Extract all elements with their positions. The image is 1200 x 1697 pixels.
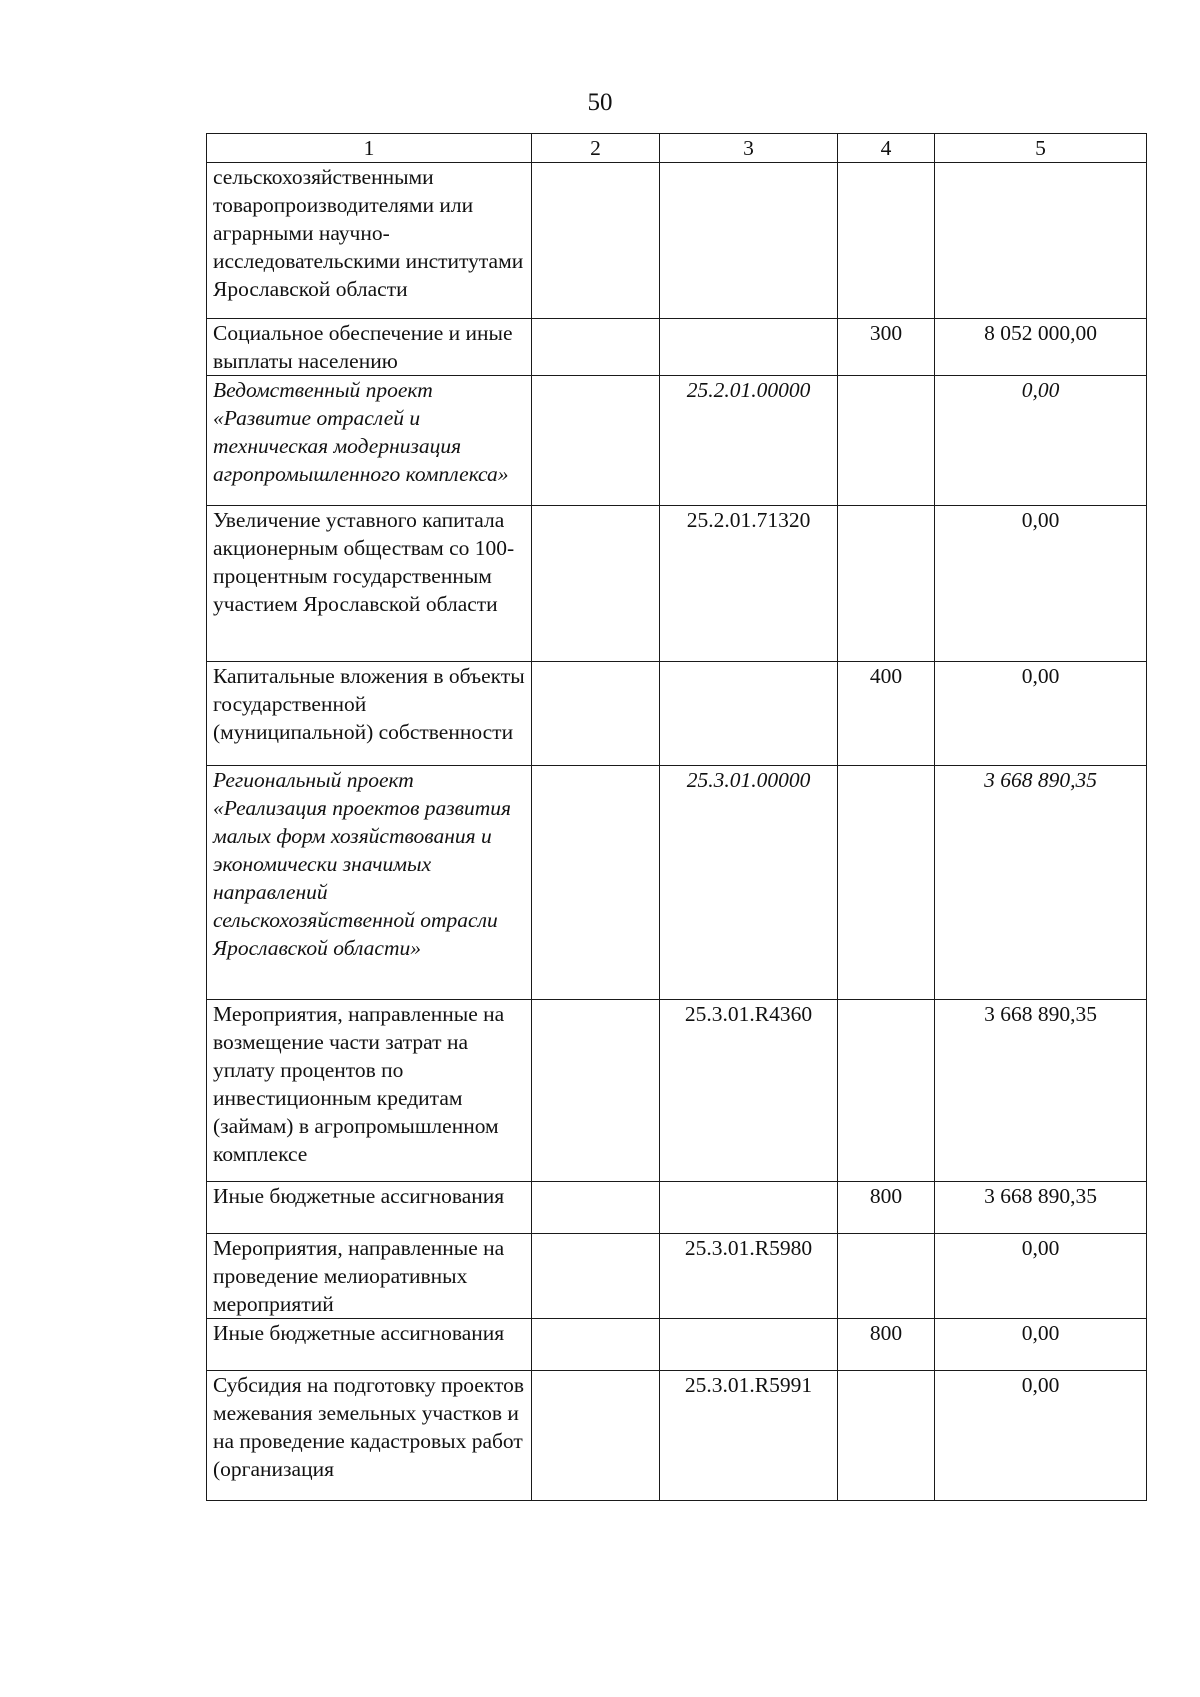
column-2-cell [532,506,660,662]
header-col-2: 2 [532,134,660,163]
column-2-cell [532,766,660,1000]
header-col-4: 4 [838,134,935,163]
expense-type-cell: 800 [838,1319,935,1371]
column-2-cell [532,376,660,506]
table-row [207,766,1147,1000]
column-2-cell [532,1371,660,1501]
expense-type-cell: 800 [838,1182,935,1234]
table-row [207,163,1147,319]
table-row [207,1371,1147,1501]
item-name-cell: Субсидия на подготовку проектов межевания земельных участков и на проведение кадастровых работ (организация [207,1371,532,1501]
column-2-cell [532,1319,660,1371]
header-row [207,134,1147,163]
item-name-cell: Ведомственный проект «Развитие отраслей и техническая модернизация агропромышленного комплекса» [207,376,532,506]
amount-cell: 3 668 890,35 [935,1000,1147,1182]
table-row [207,376,1147,506]
column-2-cell [532,319,660,376]
page-number: 50 [587,89,613,116]
amount-cell: 0,00 [935,1371,1147,1501]
item-name-cell: Иные бюджетные ассигнования [207,1182,532,1234]
table-row [207,506,1147,662]
amount-cell: 3 668 890,35 [935,1182,1147,1234]
expense-type-cell [838,1234,935,1319]
amount-cell [935,163,1147,319]
table-row [207,1234,1147,1319]
amount-cell: 0,00 [935,1319,1147,1371]
table-row [207,319,1147,376]
item-name-cell: Региональный проект «Реализация проектов развития малых форм хозяйствования и экономически значимых направлений сельскохозяйственной отрасли Ярославской области» [207,766,532,1000]
table-header [207,134,1147,163]
expense-type-cell [838,1371,935,1501]
item-name-cell: Увеличение уставного капитала акционерным обществам со 100-процентным государственным участием Ярославской области [207,506,532,662]
item-name-cell: Мероприятия, направленные на возмещение части затрат на уплату процентов по инвестиционным кредитам (займам) в агропромышленном комплексе [207,1000,532,1182]
item-name-cell: Капитальные вложения в объекты государственной (муниципальной) собственности [207,662,532,766]
item-name-cell: Социальное обеспечение и иные выплаты населению [207,319,532,376]
amount-cell: 0,00 [935,1234,1147,1319]
column-2-cell [532,1234,660,1319]
item-name-cell: Мероприятия, направленные на проведение мелиоративных мероприятий [207,1234,532,1319]
expense-type-cell: 300 [838,319,935,376]
target-code-cell [660,662,838,766]
expense-type-cell: 400 [838,662,935,766]
budget-table [206,133,1147,1501]
target-code-cell: 25.3.01.R4360 [660,1000,838,1182]
target-code-cell: 25.3.01.R5980 [660,1234,838,1319]
column-2-cell [532,163,660,319]
header-col-5: 5 [935,134,1147,163]
expense-type-cell [838,163,935,319]
target-code-cell: 25.2.01.00000 [660,376,838,506]
amount-cell: 0,00 [935,506,1147,662]
item-name-cell: Иные бюджетные ассигнования [207,1319,532,1371]
amount-cell: 3 668 890,35 [935,766,1147,1000]
target-code-cell [660,1319,838,1371]
amount-cell: 0,00 [935,662,1147,766]
column-2-cell [532,1182,660,1234]
target-code-cell [660,163,838,319]
table-body [207,163,1147,1501]
target-code-cell: 25.3.01.00000 [660,766,838,1000]
expense-type-cell [838,1000,935,1182]
table-row [207,1319,1147,1371]
table-row [207,1182,1147,1234]
header-col-1: 1 [207,134,532,163]
target-code-cell: 25.3.01.R5991 [660,1371,838,1501]
target-code-cell [660,1182,838,1234]
header-col-3: 3 [660,134,838,163]
column-2-cell [532,662,660,766]
item-name-cell: сельскохозяйственными товаропроизводителями или аграрными научно-исследовательскими институтами Ярославской области [207,163,532,319]
amount-cell: 8 052 000,00 [935,319,1147,376]
expense-type-cell [838,766,935,1000]
table-row [207,662,1147,766]
target-code-cell [660,319,838,376]
target-code-cell: 25.2.01.71320 [660,506,838,662]
expense-type-cell [838,506,935,662]
table-row [207,1000,1147,1182]
amount-cell: 0,00 [935,376,1147,506]
column-2-cell [532,1000,660,1182]
expense-type-cell [838,376,935,506]
